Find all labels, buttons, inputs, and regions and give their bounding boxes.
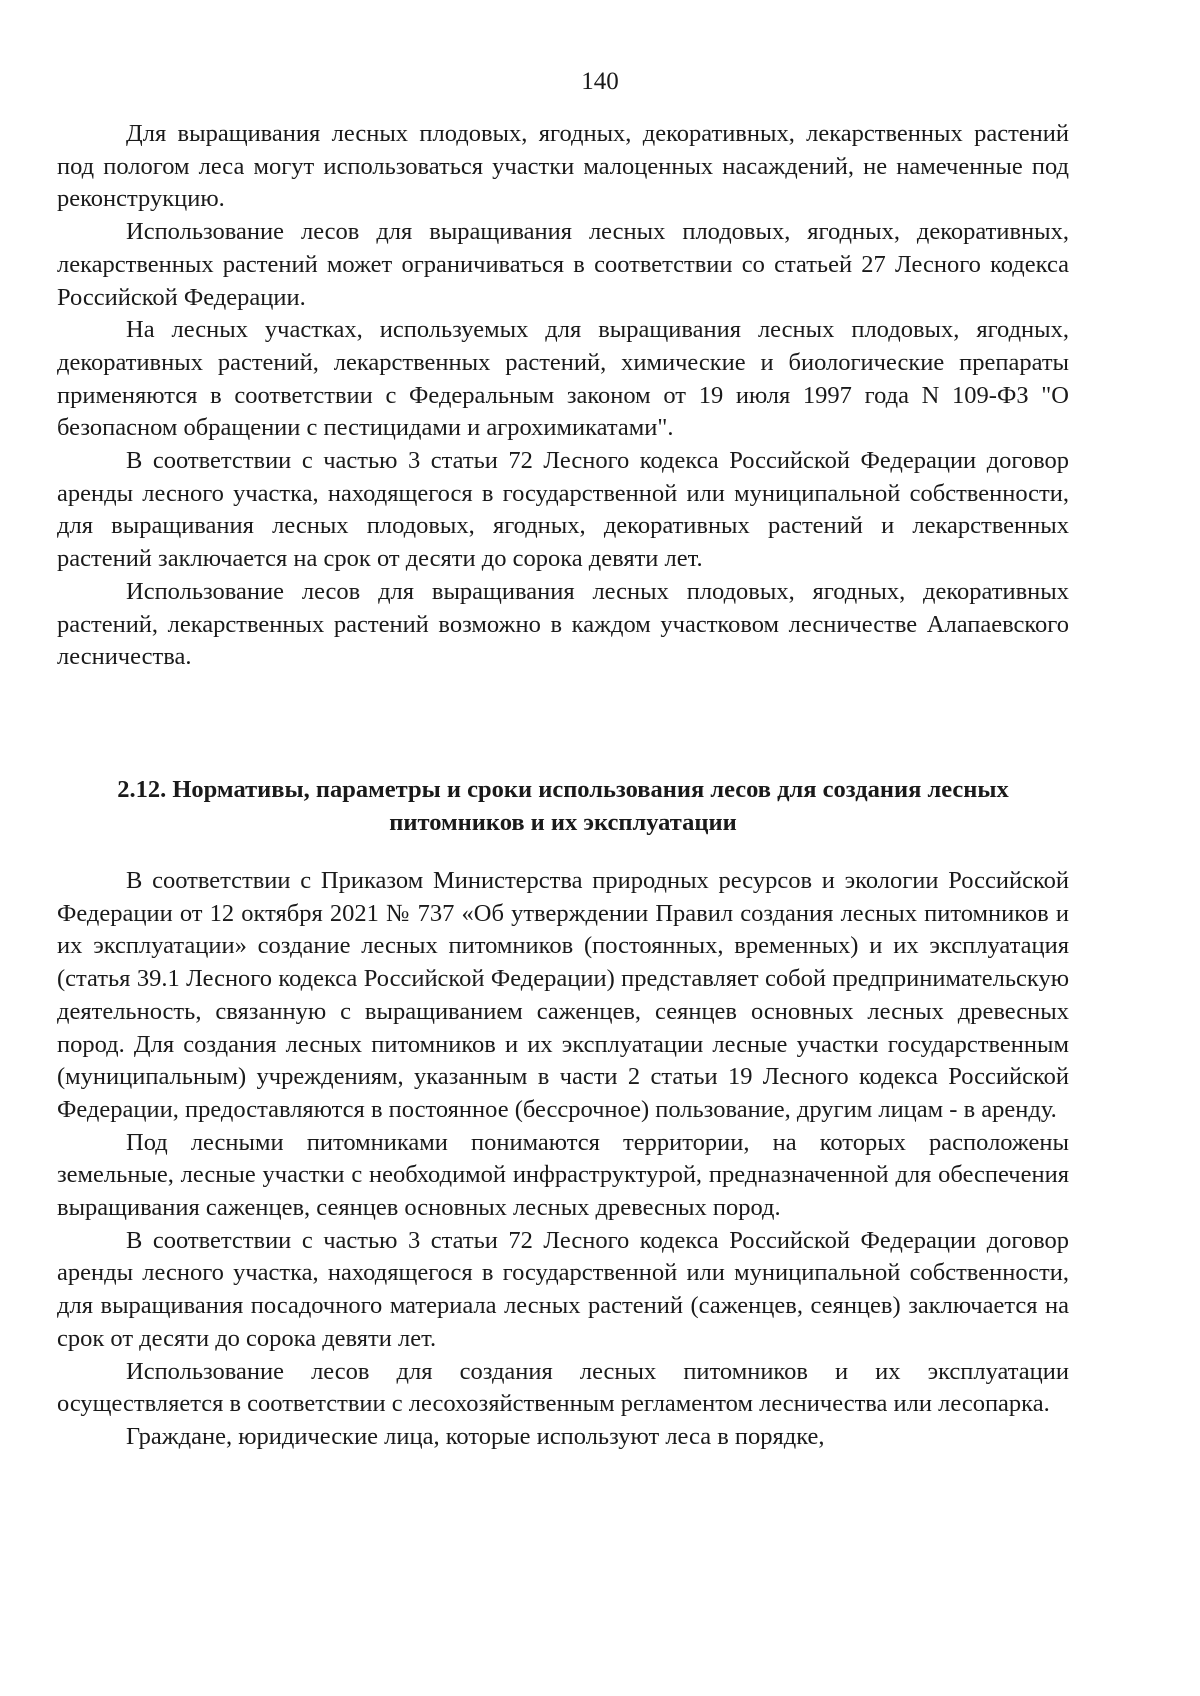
paragraph: Использование лесов для выращивания лесных плодовых, ягодных, декоративных растений, лекарственных растений возможно в каждом участковом лесничестве Алапаевского лесничества. (57, 577, 1069, 671)
paragraph: В соответствии с частью 3 статьи 72 Лесного кодекса Российской Федерации договор аренды лесного участка, находящегося в государственной или муниципальной собственности, для выращивания посадочного материала лесных растений (саженцев, сеянцев) заключается на срок от десяти до сорока девяти лет. (57, 1226, 1069, 1352)
section-text-block (57, 865, 1069, 1454)
paragraph: Под лесными питомниками понимаются территории, на которых расположены земельные, лесные участки с необходимой инфраструктурой, предназначенной для обеспечения выращивания саженцев, сеянцев основных лесных древесных пород. (57, 1128, 1069, 1222)
paragraph: Граждане, юридические лица, которые используют леса в порядке, (126, 1422, 825, 1450)
section-heading-line: питомников и их эксплуатации (389, 808, 737, 836)
paragraph: В соответствии с Приказом Министерства природных ресурсов и экологии Российской Федерации от 12 октября 2021 № 737 «Об утверждении Правил создания лесных питомников и их эксплуатации» создание лесных питомников (постоянных, временных) и их эксплуатация (статья 39.1 Лесного кодекса Российской Федерации) представляет собой предпринимательскую деятельность, связанную с выращиванием саженцев, сеянцев основных лесных древесных пород. Для создания лесных питомников и их эксплуатации лесные участки государственным (муниципальным) учреждениям, указанным в части 2 статьи 19 Лесного кодекса Российской Федерации, предоставляются в постоянное (бессрочное) пользование, другим лицам - в аренду. (57, 867, 1069, 1123)
paragraph: На лесных участках, используемых для выращивания лесных плодовых, ягодных, декоративных растений, лекарственных растений, химические и биологические препараты применяются в соответствии с Федеральным законом от 19 июля 1997 года N 109-ФЗ "О безопасном обращении с пестицидами и агрохимикатами". (57, 316, 1069, 442)
paragraph: Использование лесов для выращивания лесных плодовых, ягодных, декоративных, лекарственных растений может ограничиваться в соответствии со статьей 27 Лесного кодекса Российской Федерации. (57, 218, 1069, 311)
section-heading (57, 774, 1069, 839)
page-number: 140 (581, 68, 619, 95)
paragraph: Для выращивания лесных плодовых, ягодных, декоративных, лекарственных растений под пологом леса могут использоваться участки малоценных насаждений, не намеченные под реконструкцию. (57, 120, 1069, 213)
paragraph: В соответствии с частью 3 статьи 72 Лесного кодекса Российской Федерации договор аренды лесного участка, находящегося в государственной или муниципальной собственности, для выращивания лесных плодовых, ягодных, декоративных растений и лекарственных растений заключается на срок от десяти до сорока девяти лет. (57, 447, 1069, 573)
section-heading-line: 2.12. Нормативы, параметры и сроки использования лесов для создания лесных (117, 776, 1009, 803)
intro-text-block (57, 118, 1069, 674)
paragraph: Использование лесов для создания лесных питомников и их эксплуатации осуществляется в соответствии с лесохозяйственным регламентом лесничества или лесопарка. (57, 1357, 1069, 1418)
